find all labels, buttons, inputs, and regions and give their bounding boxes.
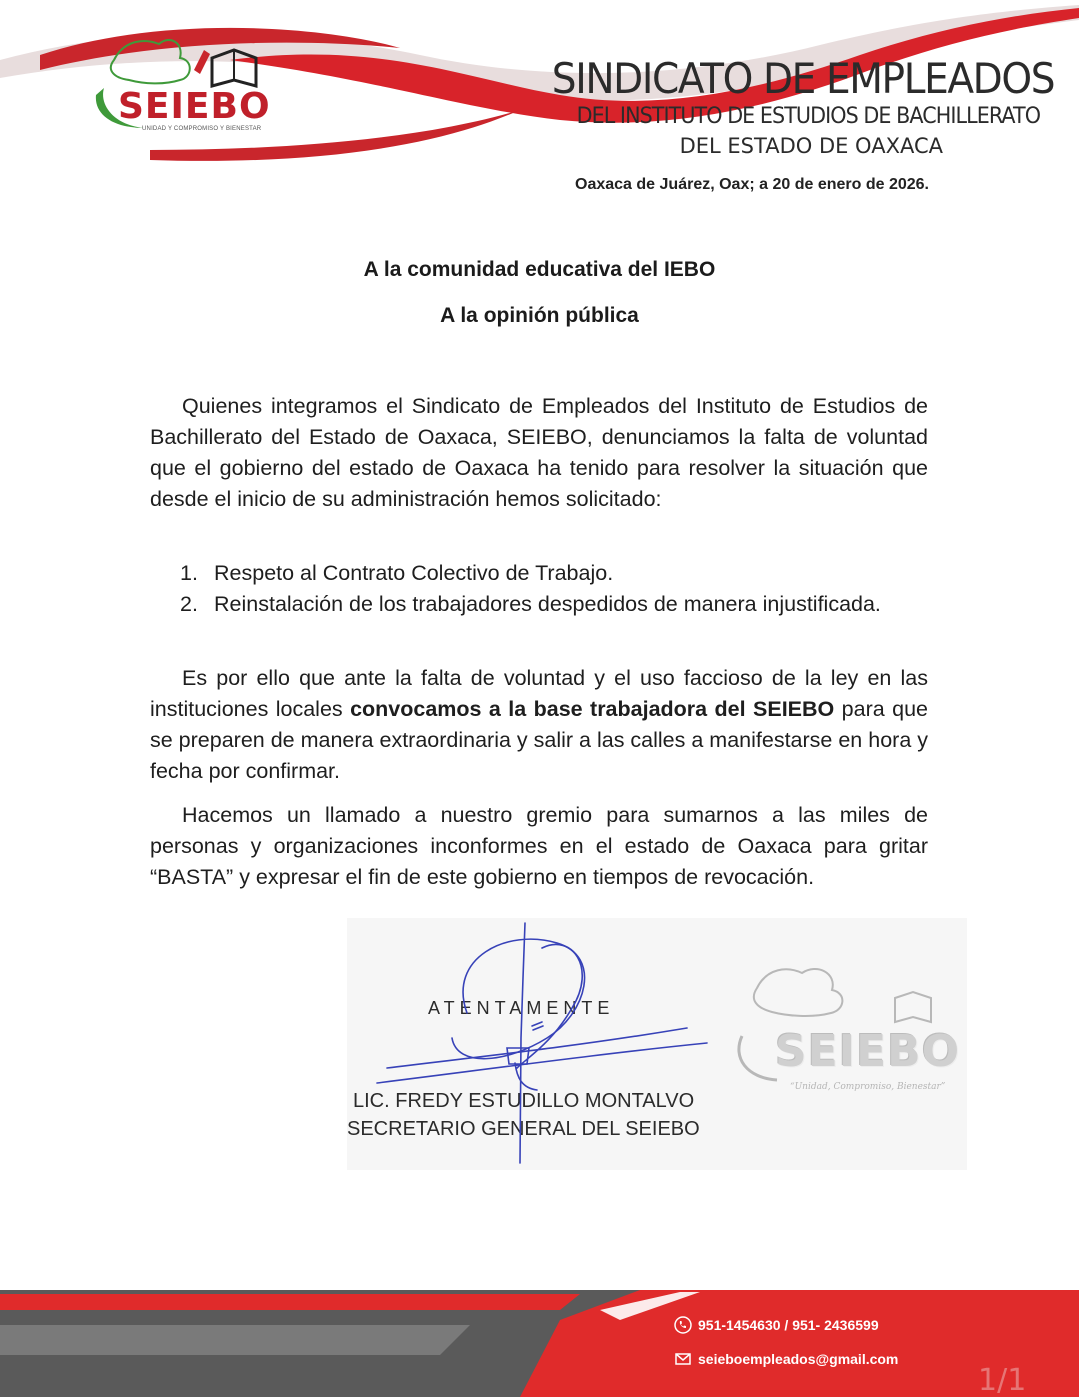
paragraph-2-bold-call: convocamos a la base trabajadora del SEIEBO bbox=[350, 697, 835, 721]
logo-motto: UNIDAD Y COMPROMISO Y BIENESTAR bbox=[142, 126, 262, 132]
paragraph-2-text-after: para que se preparen de manera extraordinaria y salir a las calles a manifestarse en hora y fecha por confirmar. bbox=[150, 697, 928, 783]
document-date: Oaxaca de Juárez, Oax; a 20 de enero de 2026. bbox=[575, 176, 929, 193]
paragraph-1-text: Quienes integramos el Sindicato de Empleados del Instituto de Estudios de Bachillerato del Estado de Oaxaca, SEIEBO, denunciamos la falta de voluntad que el gobierno del estado de Oaxaca ha tenido para resolver la situación que desde el inicio de su administración hemos solicitado: bbox=[150, 394, 928, 511]
body-paragraph-1 bbox=[150, 391, 928, 515]
email-icon bbox=[674, 1350, 692, 1368]
contact-phone bbox=[674, 1316, 879, 1334]
phone-icon bbox=[674, 1316, 692, 1334]
demands-list bbox=[180, 558, 928, 620]
paragraph-3-text: Hacemos un llamado a nuestro gremio para sumarnos a las miles de personas y organizaciones inconformes en el estado de Oaxaca para gritar “BASTA” y expresar el fin de este gobierno en tiempos de revocación. bbox=[150, 803, 928, 889]
organization-title: SINDICATO DE EMPLEADOS bbox=[551, 54, 1054, 103]
body-paragraph-3 bbox=[150, 800, 928, 893]
list-item-text: Reinstalación de los trabajadores despedidos de manera injustificada. bbox=[214, 592, 881, 616]
body-paragraph-2 bbox=[150, 663, 928, 787]
handwritten-signature bbox=[347, 918, 967, 1170]
list-item-number: 2. bbox=[180, 592, 198, 616]
organization-subtitle-1: DEL INSTITUTO DE ESTUDIOS DE BACHILLERATO bbox=[576, 104, 1040, 129]
page-indicator: 1/1 bbox=[978, 1363, 1027, 1398]
closing-atentamente: ATENTAMENTE bbox=[428, 998, 615, 1018]
paragraph-2-text-before: Es por ello que ante la falta de voluntad y el uso faccioso de la ley en las instituciones locales bbox=[150, 666, 928, 721]
email-address[interactable]: seieboempleados@gmail.com bbox=[698, 1351, 899, 1367]
list-item bbox=[180, 589, 928, 620]
list-item-number: 1. bbox=[180, 561, 198, 585]
signer-title: SECRETARIO GENERAL DEL SEIEBO bbox=[347, 1118, 700, 1140]
contact-email bbox=[674, 1350, 898, 1368]
seiebo-stamp-motto: “Unidad, Compromiso, Bienestar” bbox=[790, 1082, 946, 1092]
organization-subtitle-2: DEL ESTADO DE OAXACA bbox=[679, 134, 943, 158]
footer-band bbox=[0, 1280, 1079, 1397]
addressee-line-2: A la opinión pública bbox=[440, 304, 639, 327]
seiebo-stamp-text: SEIEBO bbox=[775, 1026, 961, 1077]
addressee-line-1: A la comunidad educativa del IEBO bbox=[363, 258, 716, 281]
signer-name: LIC. FREDY ESTUDILLO MONTALVO bbox=[353, 1090, 695, 1112]
list-item-text: Respeto al Contrato Colectivo de Trabajo. bbox=[214, 561, 614, 585]
phone-numbers: 951-1454630 / 951- 2436599 bbox=[698, 1317, 879, 1333]
logo-text: SEIEBO bbox=[118, 86, 271, 127]
list-item bbox=[180, 558, 928, 589]
